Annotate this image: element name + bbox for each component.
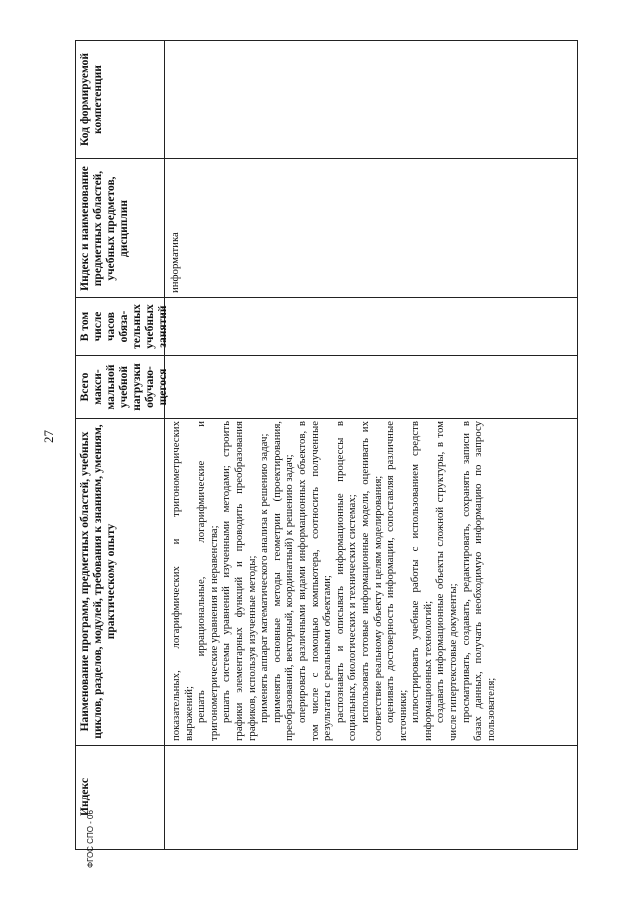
requirement-line: просматривать, создавать, редактировать, сохранять записи в базах данных, получать необходимую информацию по запросу пользователя; — [459, 421, 497, 741]
requirement-line: решать системы уравнений изученными методами; строить графики элементарных функций и проводить преобразования графиков, используя изученные методы; — [220, 421, 258, 741]
requirements-table — [75, 40, 578, 850]
header-subject-area: Индекс и наименование предметных областей, учебных предметов, дисциплин — [79, 166, 130, 291]
requirement-line: показательных, логарифмических и тригонометрических выражений; — [170, 421, 195, 741]
requirement-line: создавать информационные объекты сложной структуры, в том числе гипертекстовые документы; — [434, 421, 460, 741]
table-rotated — [75, 40, 578, 850]
requirement-line: решать иррациональные, логарифмические и тригонометрические уравнения и неравенства; — [195, 421, 220, 741]
header-index: Индекс — [79, 778, 91, 816]
column-divider — [76, 745, 577, 746]
column-divider — [76, 297, 577, 298]
header-mandatory-hours: В том числе часов обяза-тельных учебных занятий — [79, 304, 169, 349]
requirement-line: оценивать достоверность информации, сопоставляя различные источники; — [384, 421, 409, 741]
page-number: 27 — [41, 430, 56, 443]
requirement-line: применять основные методы геометрии (проектирования, преобразований, векторный, координатный) к решению задач; — [270, 421, 296, 741]
header-divider — [164, 41, 165, 849]
requirement-line: иллюстрировать учебные работы с использованием средств информационных технологий; — [409, 421, 434, 741]
requirement-line: использовать готовые информационные модели, оценивать их соответствие реальному объекту и целям моделирования; — [358, 421, 384, 741]
subject-cell: информатика — [169, 232, 181, 293]
header-name: Наименование программ, предметных областей, учебных циклов, разделов, модулей, требования к знаниям, умениям, практическому опыту — [79, 424, 117, 739]
header-competence-code: Код формируемой компетенции — [79, 52, 104, 147]
header-max-load: Всего макси-мальной учебной нагрузки обучаю-щегося — [79, 363, 169, 411]
footer-code: ФГОС СПО - 06 — [86, 810, 95, 868]
requirement-line: распознавать и описывать информационные процессы в социальных, биологических и технических системах; — [333, 421, 359, 741]
requirements-text — [170, 421, 497, 741]
column-divider — [76, 158, 577, 159]
requirement-line: применять аппарат математического анализа к решению задач; — [258, 433, 271, 723]
column-divider — [76, 418, 577, 419]
requirement-line: оперировать различными видами информационных объектов, в том числе с помощью компьютера, соотносить полученные результаты с реальными объектами; — [295, 421, 334, 741]
column-divider — [76, 355, 577, 356]
